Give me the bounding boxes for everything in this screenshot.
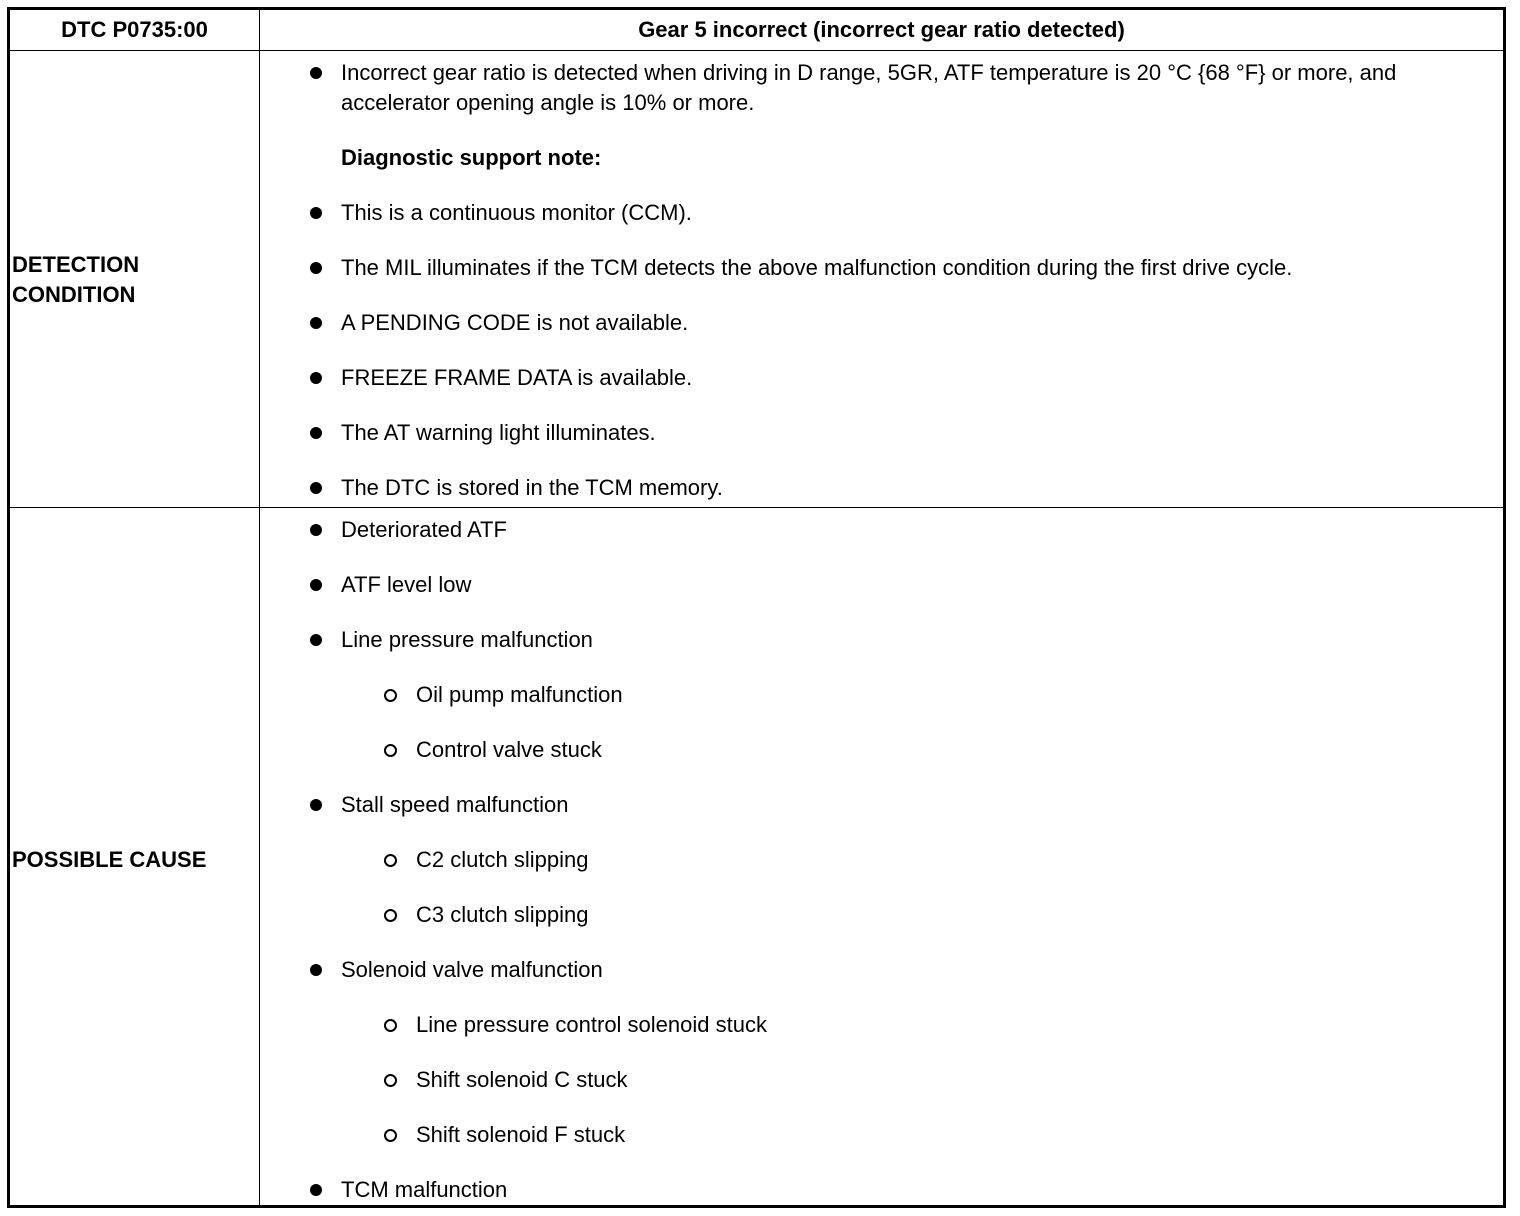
row-divider bbox=[10, 507, 1503, 508]
list-item-text: Oil pump malfunction bbox=[416, 682, 623, 707]
bullet-icon bbox=[310, 372, 322, 384]
circle-bullet-icon bbox=[384, 744, 397, 757]
list-item-text: C2 clutch slipping bbox=[416, 847, 589, 872]
list-item-text: C3 clutch slipping bbox=[416, 902, 589, 927]
bullet-icon bbox=[310, 579, 322, 591]
list-item-text: Deteriorated ATF bbox=[341, 517, 507, 542]
list-item-text: A PENDING CODE is not available. bbox=[341, 310, 689, 335]
support-note-heading: Diagnostic support note: bbox=[341, 145, 602, 170]
circle-bullet-icon bbox=[384, 689, 397, 702]
detection-intro: Incorrect gear ratio is detected when driving in D range, 5GR, ATF temperature is 20 °C {68 °F} or more, and accelerator opening angle is 10% or more. bbox=[341, 60, 1397, 115]
bullet-icon bbox=[310, 799, 322, 811]
circle-bullet-icon bbox=[384, 854, 397, 867]
dtc-title: Gear 5 incorrect (incorrect gear ratio detected) bbox=[638, 17, 1125, 42]
list-item-text: The MIL illuminates if the TCM detects the above malfunction condition during the first drive cycle. bbox=[341, 255, 1293, 280]
bullet-icon bbox=[310, 482, 322, 494]
bullet-icon bbox=[310, 524, 322, 536]
list-item-text: Control valve stuck bbox=[416, 737, 602, 762]
bullet-icon bbox=[310, 1184, 322, 1196]
list-item-text: TCM malfunction bbox=[341, 1177, 508, 1202]
list-item-text: Solenoid valve malfunction bbox=[341, 957, 603, 982]
header-divider bbox=[10, 50, 1503, 51]
list-item-text: ATF level low bbox=[341, 572, 472, 597]
list-item-text: Line pressure malfunction bbox=[341, 627, 593, 652]
list-item-text: The DTC is stored in the TCM memory. bbox=[341, 475, 723, 500]
bullet-icon bbox=[310, 964, 322, 976]
bullet-icon bbox=[310, 427, 322, 439]
list-item-text: Stall speed malfunction bbox=[341, 792, 569, 817]
bullet-icon bbox=[310, 317, 322, 329]
bullet-icon bbox=[310, 67, 322, 79]
column-divider bbox=[259, 10, 260, 1205]
detection-condition-label: DETECTION CONDITION bbox=[12, 252, 140, 307]
list-item-text: Shift solenoid C stuck bbox=[416, 1067, 628, 1092]
circle-bullet-icon bbox=[384, 1129, 397, 1142]
dtc-code: DTC P0735:00 bbox=[61, 17, 208, 42]
list-item-text: Line pressure control solenoid stuck bbox=[416, 1012, 767, 1037]
dtc-table bbox=[7, 7, 1506, 1208]
circle-bullet-icon bbox=[384, 1019, 397, 1032]
bullet-icon bbox=[310, 207, 322, 219]
bullet-icon bbox=[310, 634, 322, 646]
list-item-text: FREEZE FRAME DATA is available. bbox=[341, 365, 693, 390]
list-item-text: Shift solenoid F stuck bbox=[416, 1122, 626, 1147]
circle-bullet-icon bbox=[384, 1074, 397, 1087]
circle-bullet-icon bbox=[384, 909, 397, 922]
list-item-text: This is a continuous monitor (CCM). bbox=[341, 200, 692, 225]
list-item-text: The AT warning light illuminates. bbox=[341, 420, 656, 445]
possible-cause-label: POSSIBLE CAUSE bbox=[12, 847, 207, 872]
bullet-icon bbox=[310, 262, 322, 274]
